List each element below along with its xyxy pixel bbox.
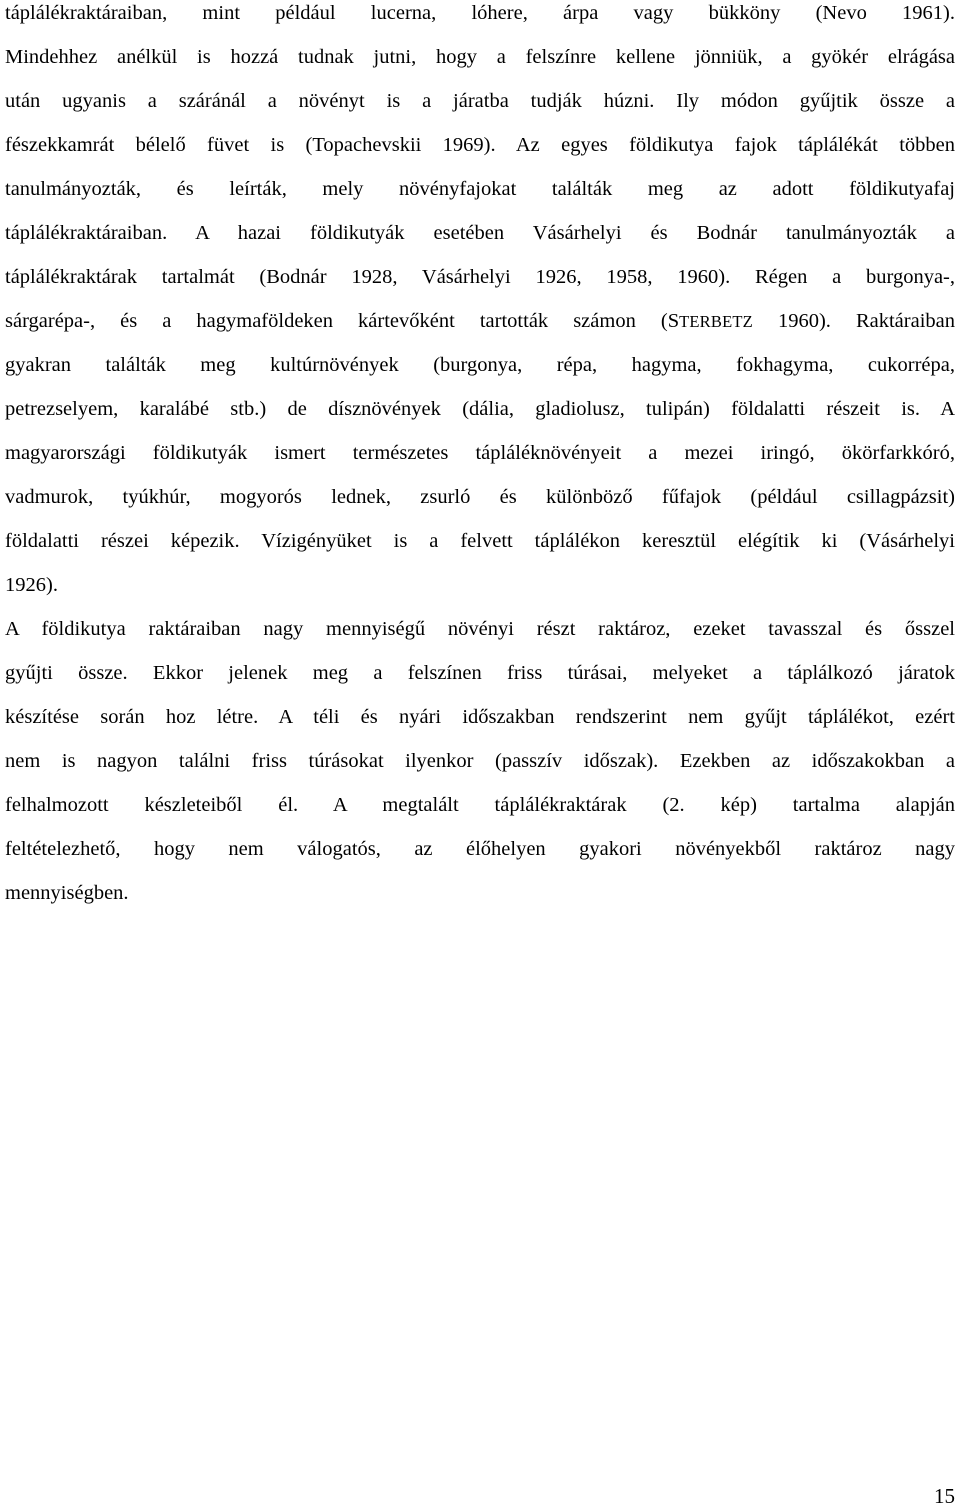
text-line: tanulmányozták, és leírták, mely növényfajokat találták meg az adott földikutyafaj	[5, 178, 955, 200]
document-page	[5, 0, 955, 924]
text-line: készítése során hoz létre. A téli és nyári időszakban rendszerint nem gyűjt táplálékot, ezért	[5, 706, 955, 728]
text-segment: 1960). Raktáraiban	[752, 310, 955, 332]
text-line: A földikutya raktáraiban nagy mennyiségű növényi részt raktároz, ezeket tavasszal és ősszel	[5, 618, 955, 640]
paragraph-2	[5, 616, 955, 924]
text-line: földalatti részei képezik. Vízigényüket is a felvett táplálékon keresztül elégítik ki (Vásárhelyi	[5, 530, 955, 552]
text-line: gyűjti össze. Ekkor jelenek meg a felszínen friss túrásai, melyeket a táplálkozó járatok	[5, 662, 955, 684]
text-line: felhalmozott készleteiből él. A megtalált táplálékraktárak (2. kép) tartalma alapján	[5, 794, 955, 816]
text-line: feltételezhető, hogy nem válogatós, az élőhelyen gyakori növényekből raktároz nagy	[5, 838, 955, 860]
text-line: táplálékraktáraiban. A hazai földikutyák esetében Vásárhelyi és Bodnár tanulmányozták a	[5, 222, 955, 244]
text-line: fészekkamrát bélelő füvet is (Topachevskii 1969). Az egyes földikutya fajok táplálékát többen	[5, 134, 955, 156]
text-segment: sárgarépa-, és a hagymaföldeken kártevőként tartották számon (S	[5, 310, 680, 332]
text-line: 1926).	[5, 574, 58, 596]
small-caps-author: TERBETZ	[679, 312, 753, 331]
text-line: vadmurok, tyúkhúr, mogyorós lednek, zsurló és különböző fűfajok (például csillagpázsit)	[5, 486, 955, 508]
text-line	[5, 308, 955, 352]
text-line: után ugyanis a száránál a növényt is a járatba tudják húzni. Ily módon gyűjtik össze a	[5, 90, 955, 112]
paragraph-1	[5, 0, 955, 616]
text-line: magyarországi földikutyák ismert természetes tápláléknövényeit a mezei iringó, ökörfarkkóró,	[5, 442, 955, 464]
text-line: táplálékraktárak tartalmát (Bodnár 1928, Vásárhelyi 1926, 1958, 1960). Régen a burgonya-,	[5, 266, 955, 288]
text-line: Mindehhez anélkül is hozzá tudnak jutni, hogy a felszínre kellene jönniük, a gyökér elrágása	[5, 46, 955, 68]
text-line: petrezselyem, karalábé stb.) de dísznövények (dália, gladiolusz, tulipán) földalatti részeit is. A	[5, 398, 955, 420]
page-number: 15	[934, 1484, 955, 1508]
text-line: gyakran találták meg kultúrnövények (burgonya, répa, hagyma, fokhagyma, cukorrépa,	[5, 354, 955, 376]
text-line: nem is nagyon találni friss túrásokat ilyenkor (passzív időszak). Ezekben az időszakokban a	[5, 750, 955, 772]
text-line: mennyiségben.	[5, 882, 129, 904]
text-line: táplálékraktáraiban, mint például lucerna, lóhere, árpa vagy bükköny (Nevo 1961).	[5, 2, 955, 24]
